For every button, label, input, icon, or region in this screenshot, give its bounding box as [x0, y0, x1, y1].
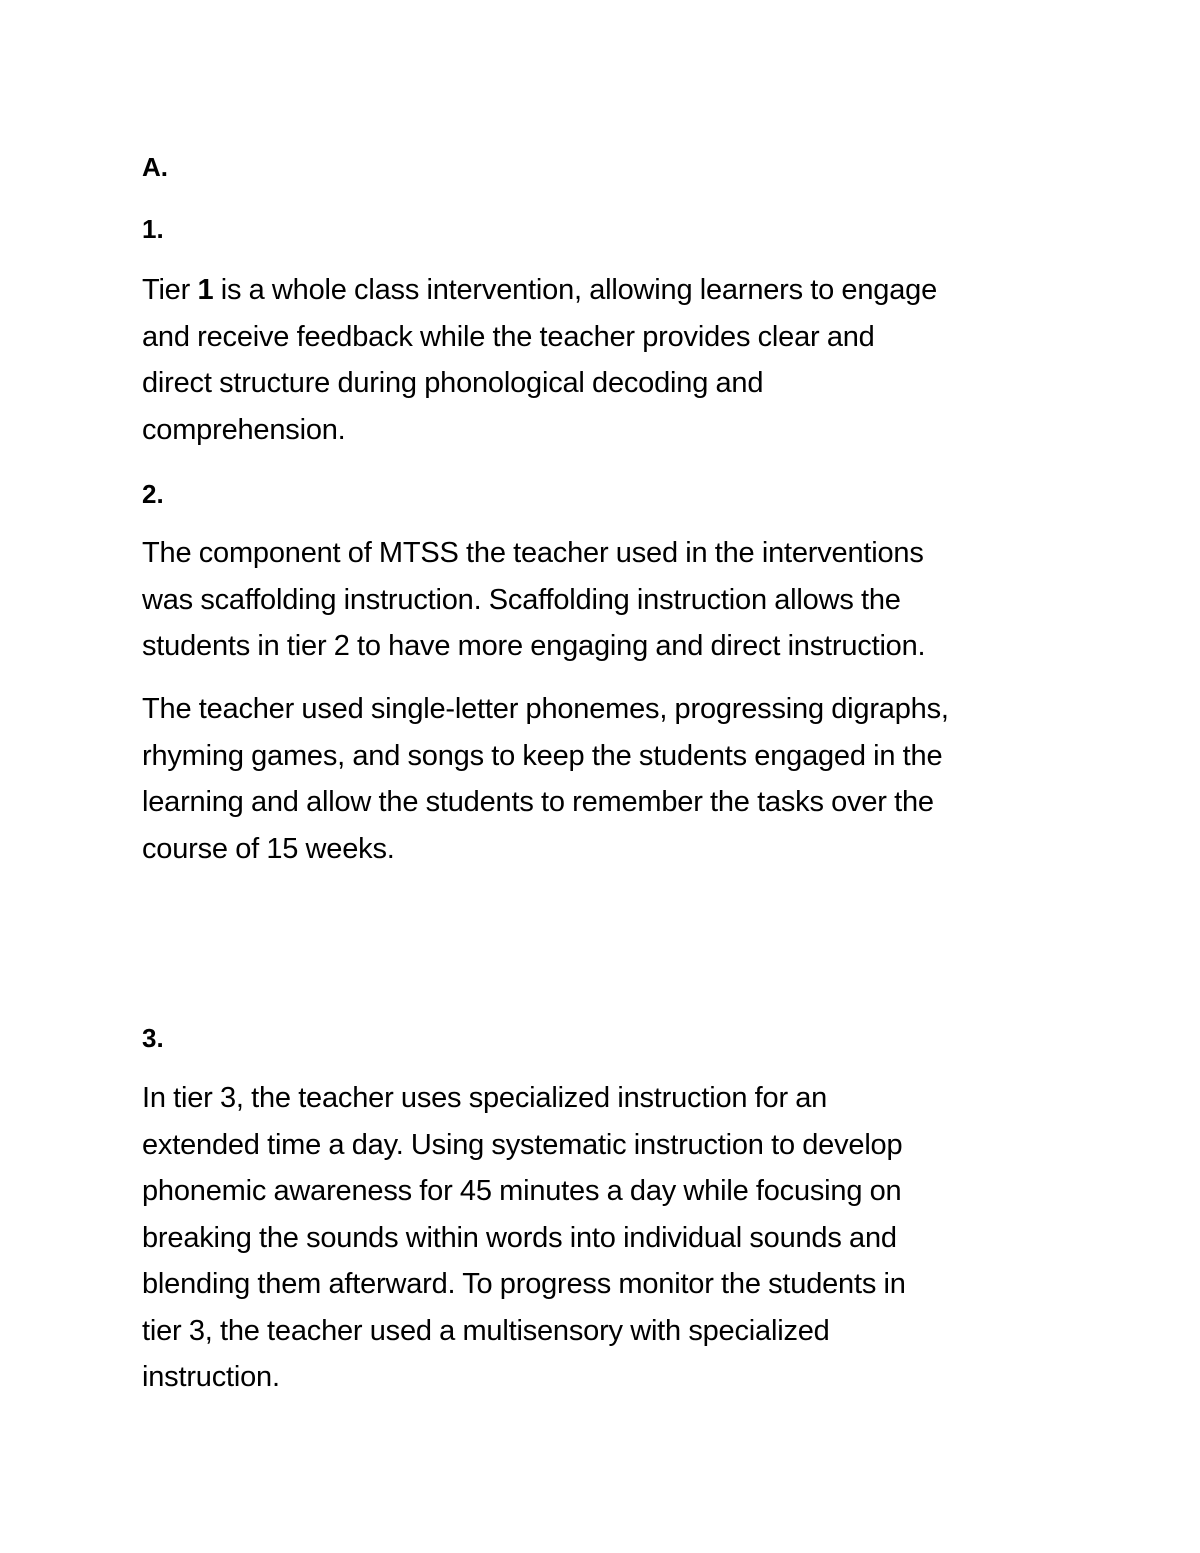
answer-line: comprehension. — [142, 413, 346, 446]
question-2-answer-paragraph-1 — [142, 530, 1072, 670]
answer-line: learning and allow the students to remember the tasks over the — [142, 786, 934, 818]
answer-line: The teacher used single-letter phonemes, progressing digraphs, — [142, 693, 949, 725]
answer-line: blending them afterward. To progress monitor the students in — [142, 1268, 906, 1300]
answer-line: instruction. — [142, 1361, 280, 1393]
answer-line: In tier 3, the teacher uses specialized instruction for an — [142, 1082, 828, 1114]
section-label: A. — [142, 152, 168, 182]
answer-line: extended time a day. Using systematic instruction to develop — [142, 1128, 903, 1161]
question-1-answer — [142, 267, 1072, 453]
text-run: is a whole class intervention, allowing learners to engage — [213, 274, 937, 306]
answer-line: students in tier 2 to have more engaging and direct instruction. — [142, 630, 926, 662]
bold-number: 1 — [197, 274, 214, 306]
answer-line — [142, 267, 1072, 314]
answer-line: The component of MTSS the teacher used in the interventions — [142, 537, 924, 569]
question-2-label: 2. — [142, 479, 164, 509]
text-run: Tier — [142, 274, 198, 306]
answer-line: breaking the sounds within words into individual sounds and — [142, 1221, 897, 1254]
answer-line: rhyming games, and songs to keep the students engaged in the — [142, 739, 943, 772]
question-3-answer — [142, 1075, 1072, 1401]
question-2-answer-paragraph-2 — [142, 686, 1072, 872]
question-3-label: 3. — [142, 1023, 164, 1053]
question-1-label: 1. — [142, 214, 164, 244]
answer-line: direct structure during phonological decoding and — [142, 367, 764, 399]
answer-line: and receive feedback while the teacher provides clear and — [142, 320, 875, 353]
answer-line: phonemic awareness for 45 minutes a day while focusing on — [142, 1175, 902, 1207]
answer-line: course of 15 weeks. — [142, 832, 395, 865]
answer-line: tier 3, the teacher used a multisensory with specialized — [142, 1314, 830, 1347]
answer-line: was scaffolding instruction. Scaffolding instruction allows the — [142, 583, 901, 616]
